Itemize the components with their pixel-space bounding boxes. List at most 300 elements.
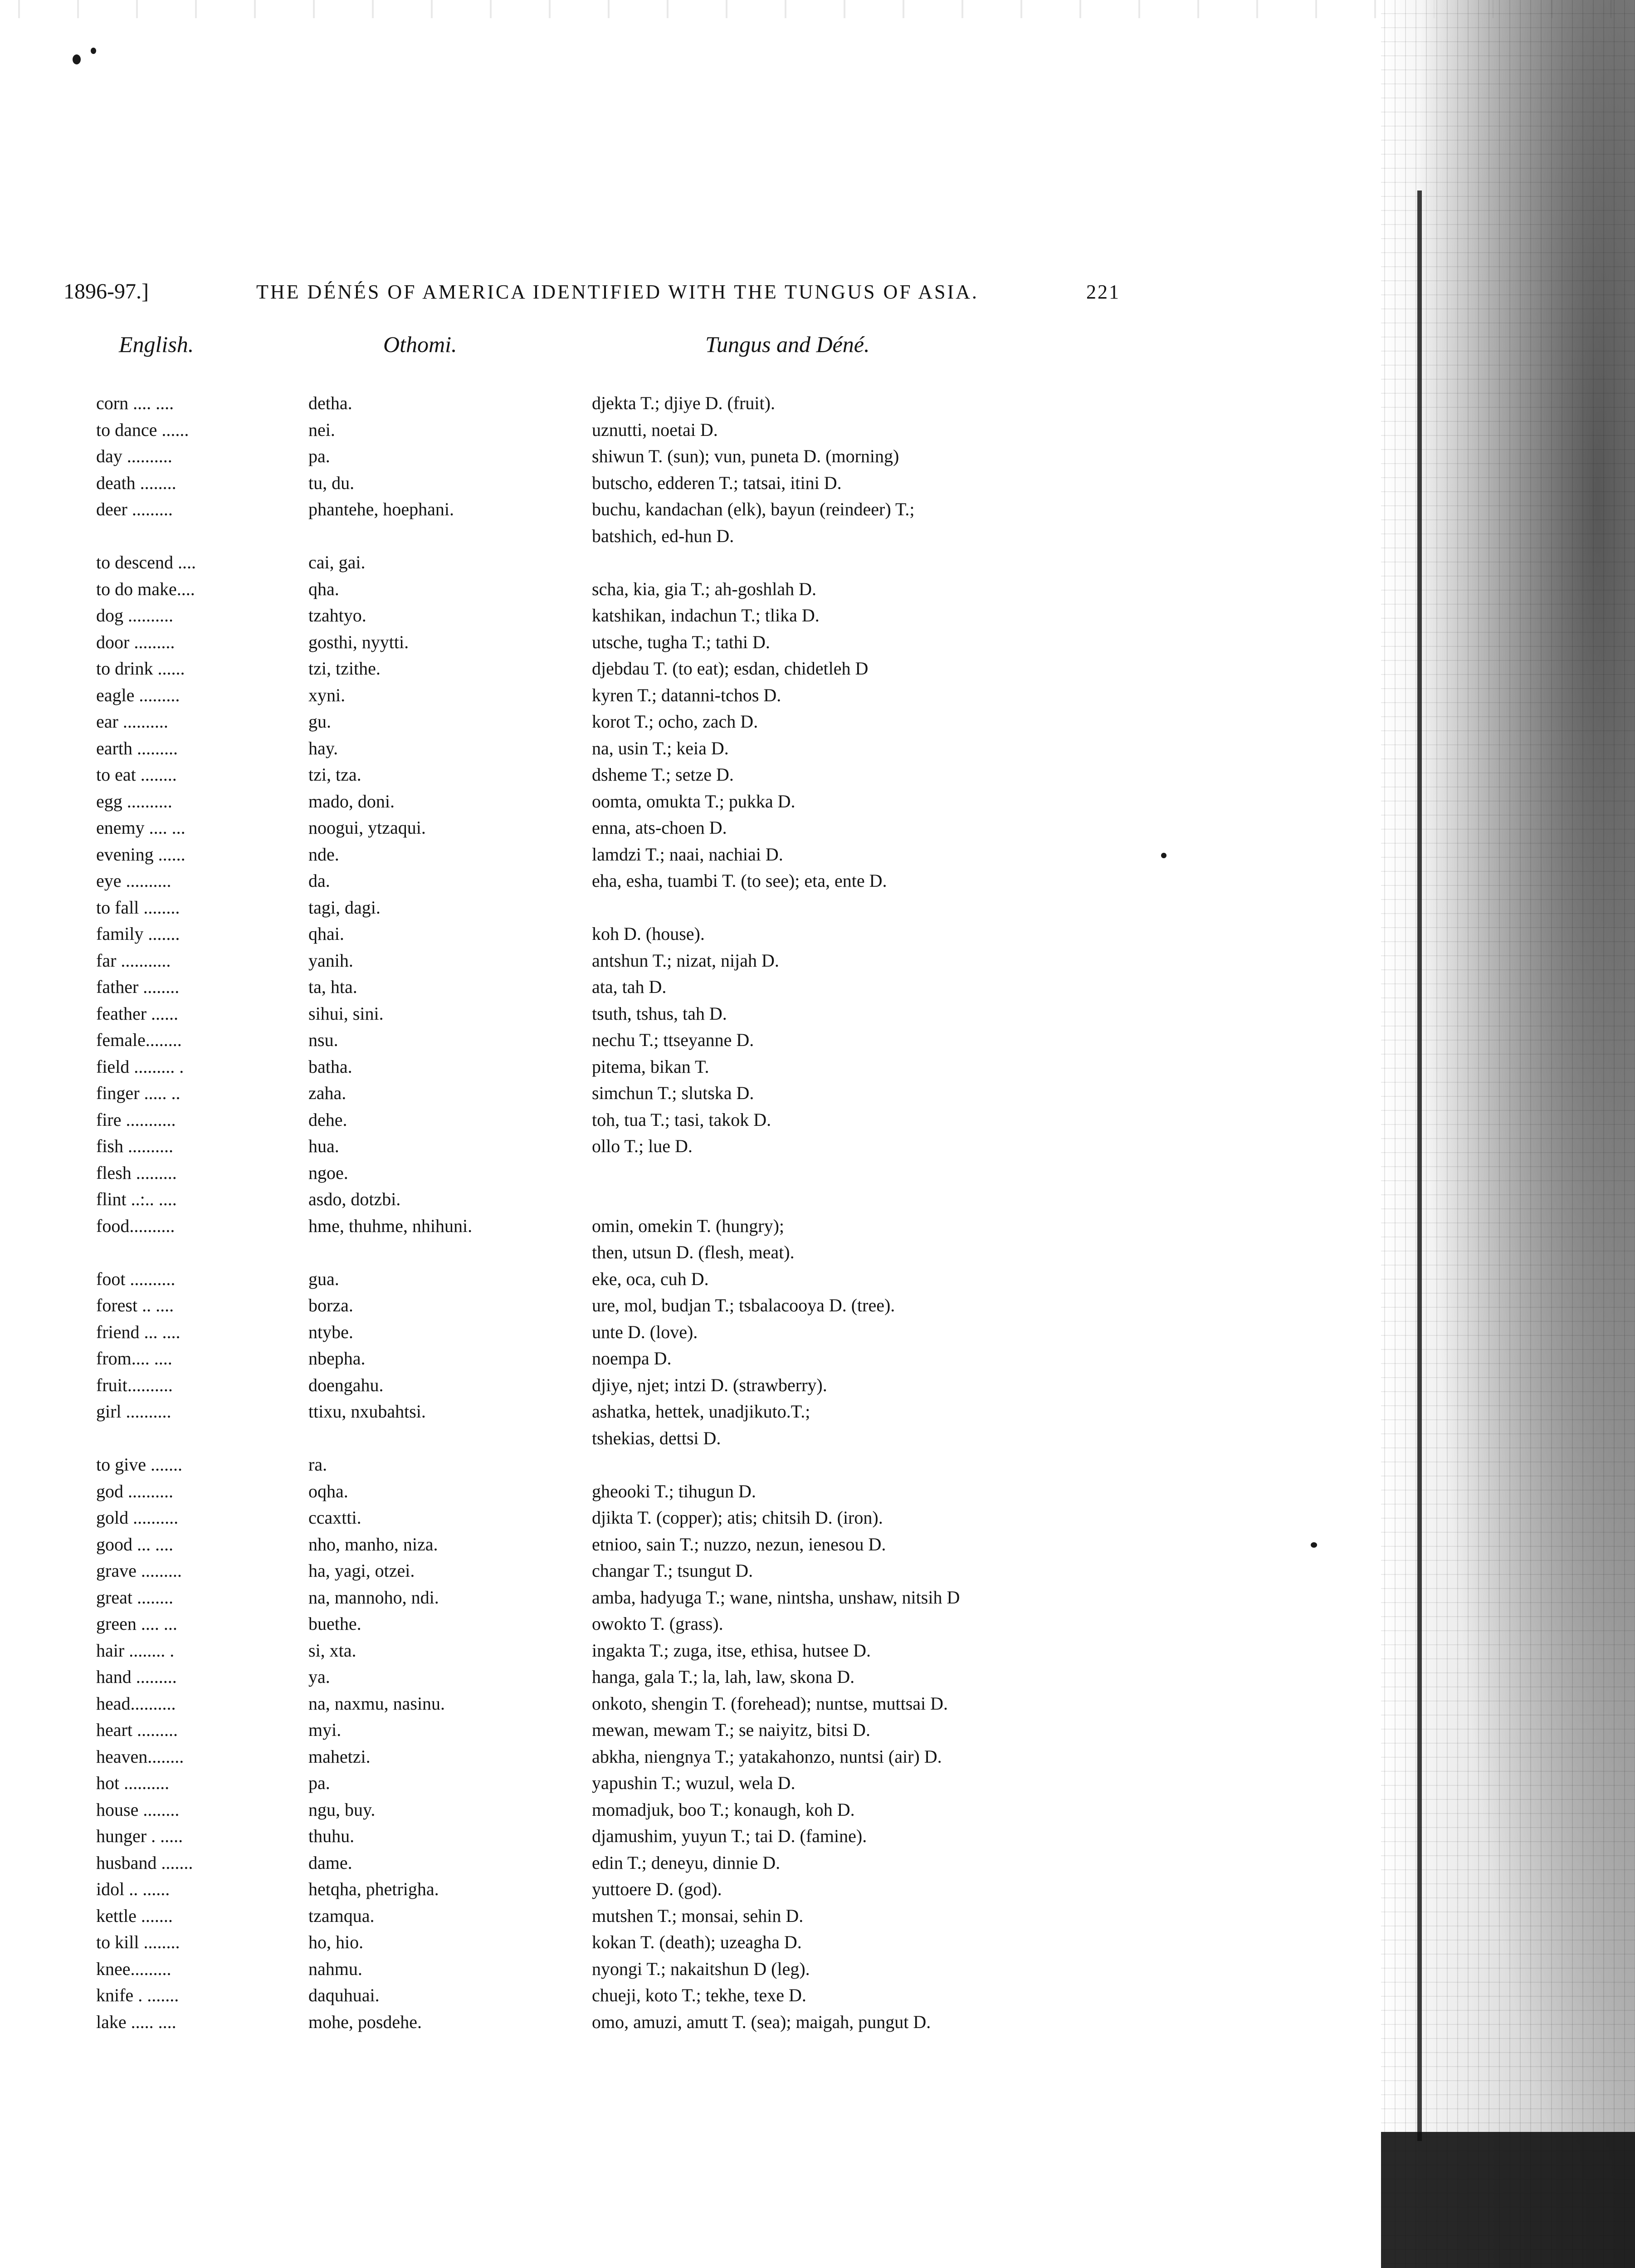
english-word: far ........... (96, 950, 171, 971)
tungus-dene-line: djamushim, yuyun T.; tai D. (famine). (592, 1826, 867, 1846)
table-row (0, 921, 1134, 948)
tungus-dene-words (592, 1691, 948, 1717)
tungus-dene-line: noempa D. (592, 1348, 672, 1369)
tungus-dene-line: nechu T.; ttseyanne D. (592, 1030, 754, 1050)
tungus-dene-line: butscho, edderen T.; tatsai, itini D. (592, 472, 842, 493)
tungus-dene-words (592, 1107, 771, 1134)
table-row (0, 1744, 1134, 1770)
table-row (0, 1956, 1134, 1983)
table-row (0, 1876, 1134, 1903)
othomi-word: tzi, tza. (308, 764, 361, 785)
tungus-dene-words (592, 1001, 727, 1027)
table-row (0, 1107, 1134, 1134)
othomi-word: hme, thuhme, nhihuni. (308, 1215, 473, 1236)
english-word: to do make.... (96, 578, 195, 599)
othomi-word: gosthi, nyytti. (308, 631, 409, 652)
othomi-word: mahetzi. (308, 1746, 371, 1767)
othomi-word: gu. (308, 711, 331, 732)
tungus-dene-words (592, 1744, 942, 1770)
column-header-othomi: Othomi. (383, 332, 457, 357)
table-row (0, 682, 1134, 709)
tungus-dene-line: djiye, njet; intzi D. (strawberry). (592, 1374, 827, 1395)
othomi-word: batha. (308, 1056, 352, 1077)
tungus-dene-line: nyongi T.; nakaitshun D (leg). (592, 1958, 810, 1979)
english-word: day .......... (96, 446, 172, 466)
vocabulary-table (0, 390, 1134, 2035)
tungus-dene-line: katshikan, indachun T.; tlika D. (592, 605, 820, 626)
tungus-dene-words (592, 1292, 895, 1319)
othomi-word: ngu, buy. (308, 1799, 376, 1820)
tungus-dene-words (592, 1584, 960, 1611)
tungus-dene-line: dsheme T.; setze D. (592, 764, 734, 785)
english-word: feather ...... (96, 1003, 179, 1024)
table-row (0, 496, 1134, 549)
tungus-dene-words (592, 815, 727, 841)
table-row (0, 417, 1134, 444)
othomi-word: yanih. (308, 950, 353, 971)
table-row (0, 2009, 1134, 2036)
scan-fold-line (1417, 191, 1422, 2141)
tungus-dene-words (592, 948, 779, 974)
tungus-dene-line: owokto T. (grass). (592, 1613, 723, 1634)
english-word: hot .......... (96, 1773, 170, 1793)
tungus-dene-words (592, 1611, 723, 1637)
english-word: enemy .... ... (96, 817, 185, 838)
othomi-word: hetqha, phetrigha. (308, 1879, 439, 1899)
english-word: to eat ........ (96, 764, 177, 785)
othomi-word: qhai. (308, 924, 344, 944)
table-row (0, 1823, 1134, 1850)
othomi-word: tu, du. (308, 472, 355, 493)
table-row (0, 1398, 1134, 1452)
table-row (0, 815, 1134, 841)
english-word: girl .......... (96, 1401, 171, 1422)
tungus-dene-words (592, 1054, 709, 1080)
othomi-word: dehe. (308, 1109, 347, 1130)
othomi-word: zaha. (308, 1083, 347, 1103)
english-word: from.... .... (96, 1348, 172, 1369)
tungus-dene-line: kokan T. (death); uzeagha D. (592, 1932, 802, 1952)
tungus-dene-words (592, 496, 915, 549)
english-word: heaven........ (96, 1746, 184, 1767)
tungus-dene-line: yuttoere D. (god). (592, 1879, 722, 1899)
ink-speck (1161, 853, 1166, 858)
english-word: earth ......... (96, 738, 178, 758)
table-row (0, 1531, 1134, 1558)
tungus-dene-words (592, 1850, 780, 1877)
tungus-dene-words (592, 921, 705, 948)
table-row (0, 1584, 1134, 1611)
english-word: flesh ......... (96, 1162, 177, 1183)
tungus-dene-line: shiwun T. (sun); vun, puneta D. (morning) (592, 446, 899, 466)
tungus-dene-line: gheooki T.; tihugun D. (592, 1481, 756, 1501)
tungus-dene-line: simchun T.; slutska D. (592, 1083, 754, 1103)
english-word: grave ......... (96, 1560, 182, 1581)
tungus-dene-line: ingakta T.; zuga, itse, ethisa, hutsee D. (592, 1640, 871, 1661)
english-word: to drink ...... (96, 658, 185, 679)
english-word: knee......... (96, 1958, 171, 1979)
tungus-dene-words (592, 1266, 709, 1293)
table-row (0, 576, 1134, 603)
tungus-dene-line: then, utsun D. (flesh, meat). (592, 1242, 795, 1262)
tungus-dene-line: unte D. (love). (592, 1321, 698, 1342)
table-row (0, 1133, 1134, 1160)
tungus-dene-words (592, 682, 781, 709)
othomi-word: nho, manho, niza. (308, 1534, 438, 1554)
tungus-dene-words (592, 1372, 827, 1399)
table-row (0, 629, 1134, 656)
tungus-dene-words (592, 390, 775, 417)
tungus-dene-words (592, 1398, 810, 1452)
table-row (0, 974, 1134, 1001)
table-row (0, 1372, 1134, 1399)
othomi-word: doengahu. (308, 1374, 384, 1395)
tungus-dene-line: djikta T. (copper); atis; chitsih D. (iron). (592, 1507, 883, 1528)
tungus-dene-words (592, 1929, 802, 1956)
table-row (0, 1558, 1134, 1584)
english-word: friend ... .... (96, 1321, 181, 1342)
english-word: god .......... (96, 1481, 173, 1501)
othomi-word: mohe, posdehe. (308, 2011, 422, 2032)
ink-speck (73, 54, 81, 64)
othomi-word: na, naxmu, nasinu. (308, 1693, 445, 1714)
othomi-word: noogui, ytzaqui. (308, 817, 426, 838)
table-row (0, 1691, 1134, 1717)
table-row (0, 1664, 1134, 1691)
tungus-dene-line: eha, esha, tuambi T. (to see); eta, ente D. (592, 870, 887, 891)
othomi-word: nahmu. (308, 1958, 362, 1979)
othomi-word: cai, gai. (308, 552, 366, 572)
tungus-dene-words (592, 2009, 931, 2036)
tungus-dene-line: uznutti, noetai D. (592, 419, 718, 440)
tungus-dene-words (592, 1797, 855, 1823)
tungus-dene-line: ollo T.; lue D. (592, 1136, 693, 1156)
table-row (0, 1054, 1134, 1080)
tungus-dene-line: momadjuk, boo T.; konaugh, koh D. (592, 1799, 855, 1820)
tungus-dene-words (592, 1956, 810, 1983)
tungus-dene-line: djebdau T. (to eat); esdan, chidetleh D (592, 658, 869, 679)
table-row (0, 443, 1134, 470)
english-word: flint ..:.. .... (96, 1189, 177, 1209)
othomi-word: sihui, sini. (308, 1003, 384, 1024)
table-row (0, 1478, 1134, 1505)
english-word: forest .. .... (96, 1295, 174, 1315)
tungus-dene-words (592, 629, 770, 656)
table-row (0, 1505, 1134, 1531)
english-word: door ......... (96, 631, 175, 652)
othomi-word: tzamqua. (308, 1905, 375, 1926)
english-word: house ........ (96, 1799, 180, 1820)
table-row (0, 1797, 1134, 1823)
english-word: corn .... .... (96, 393, 174, 413)
english-word: food.......... (96, 1215, 175, 1236)
english-word: kettle ....... (96, 1905, 173, 1926)
table-row (0, 1611, 1134, 1637)
tungus-dene-words (592, 841, 783, 868)
othomi-word: ta, hta. (308, 977, 357, 997)
english-word: fire ........... (96, 1109, 176, 1130)
othomi-word: asdo, dotzbi. (308, 1189, 401, 1209)
othomi-word: ra. (308, 1454, 327, 1475)
othomi-word: ho, hio. (308, 1932, 364, 1952)
othomi-word: thuhu. (308, 1826, 355, 1846)
tungus-dene-line: pitema, bikan T. (592, 1056, 709, 1077)
english-word: hair ........ . (96, 1640, 175, 1661)
tungus-dene-words (592, 470, 842, 497)
othomi-word: nsu. (308, 1030, 338, 1050)
othomi-word: na, mannoho, ndi. (308, 1587, 439, 1608)
tungus-dene-words (592, 1478, 756, 1505)
table-row (0, 1452, 1134, 1478)
english-word: to fall ........ (96, 897, 180, 918)
tungus-dene-line: lamdzi T.; naai, nachiai D. (592, 844, 783, 865)
tungus-dene-words (592, 417, 718, 444)
scan-dark-block (1381, 2132, 1635, 2268)
othomi-word: buethe. (308, 1613, 361, 1634)
table-row (0, 1213, 1134, 1266)
table-row (0, 1266, 1134, 1293)
tungus-dene-line: ata, tah D. (592, 977, 667, 997)
tungus-dene-line: etnioo, sain T.; nuzzo, nezun, ienesou D. (592, 1534, 886, 1554)
english-word: evening ...... (96, 844, 185, 865)
othomi-word: myi. (308, 1720, 342, 1740)
tungus-dene-line: yapushin T.; wuzul, wela D. (592, 1773, 796, 1793)
table-row (0, 1903, 1134, 1930)
tungus-dene-words (592, 1876, 722, 1903)
english-word: fruit.......... (96, 1374, 173, 1395)
table-row (0, 948, 1134, 974)
tungus-dene-line: koh D. (house). (592, 924, 705, 944)
tungus-dene-words (592, 974, 666, 1001)
tungus-dene-line: antshun T.; nizat, nijah D. (592, 950, 779, 971)
table-row (0, 788, 1134, 815)
english-word: egg .......... (96, 791, 172, 811)
english-word: knife . ....... (96, 1985, 179, 2005)
english-word: green .... ... (96, 1613, 177, 1634)
tungus-dene-words (592, 1903, 803, 1930)
table-row (0, 735, 1134, 762)
tungus-dene-words (592, 1770, 795, 1797)
table-row (0, 655, 1134, 682)
english-word: father ........ (96, 977, 180, 997)
table-row (0, 1637, 1134, 1664)
tungus-dene-line: korot T.; ocho, zach D. (592, 711, 758, 732)
tungus-dene-words (592, 1982, 806, 2009)
table-row (0, 1080, 1134, 1107)
tungus-dene-words (592, 1531, 886, 1558)
table-row (0, 709, 1134, 735)
english-word: lake ..... .... (96, 2011, 176, 2032)
english-word: heart ......... (96, 1720, 178, 1740)
tungus-dene-line: ashatka, hettek, unadjikuto.T.; (592, 1401, 810, 1422)
tungus-dene-line: enna, ats-choen D. (592, 817, 727, 838)
tungus-dene-line: eke, oca, cuh D. (592, 1268, 709, 1289)
english-word: female........ (96, 1030, 182, 1050)
header-title: THE DÉNÉS OF AMERICA IDENTIFIED WITH THE TUNGUS OF ASIA. (256, 281, 979, 303)
othomi-word: borza. (308, 1295, 353, 1315)
table-row (0, 1001, 1134, 1027)
othomi-word: qha. (308, 578, 339, 599)
othomi-word: xyni. (308, 684, 346, 705)
othomi-word: nbepha. (308, 1348, 366, 1369)
tungus-dene-line: ure, mol, budjan T.; tsbalacooya D. (tree). (592, 1295, 895, 1315)
table-row (0, 1186, 1134, 1213)
tungus-dene-line: changar T.; tsungut D. (592, 1560, 753, 1581)
othomi-word: nde. (308, 844, 339, 865)
table-row (0, 470, 1134, 497)
table-row (0, 1929, 1134, 1956)
tungus-dene-words (592, 1558, 753, 1584)
table-row (0, 868, 1134, 894)
tungus-dene-line: na, usin T.; keia D. (592, 738, 729, 758)
english-word: idol .. ...... (96, 1879, 170, 1899)
tungus-dene-line: mutshen T.; monsai, sehin D. (592, 1905, 804, 1926)
english-word: good ... .... (96, 1534, 173, 1554)
english-word: death ........ (96, 472, 176, 493)
ink-speck (91, 48, 96, 54)
othomi-word: mado, doni. (308, 791, 395, 811)
tungus-dene-line: tsuth, tshus, tah D. (592, 1003, 727, 1024)
tungus-dene-words (592, 576, 816, 603)
table-row (0, 841, 1134, 868)
english-word: eagle ......... (96, 684, 180, 705)
english-word: hand ......... (96, 1667, 177, 1687)
table-row (0, 390, 1134, 417)
english-word: head.......... (96, 1693, 176, 1714)
tungus-dene-line: utsche, tugha T.; tathi D. (592, 631, 770, 652)
tungus-dene-words (592, 735, 729, 762)
othomi-word: hay. (308, 738, 338, 758)
tungus-dene-words (592, 1027, 754, 1054)
tungus-dene-line: chueji, koto T.; tekhe, texe D. (592, 1985, 806, 2005)
othomi-word: pa. (308, 1773, 330, 1793)
english-word: ear .......... (96, 711, 168, 732)
english-word: great ........ (96, 1587, 173, 1608)
table-row (0, 1770, 1134, 1797)
english-word: to dance ...... (96, 419, 189, 440)
othomi-word: nei. (308, 419, 335, 440)
tungus-dene-words (592, 1133, 693, 1160)
othomi-word: detha. (308, 393, 352, 413)
tungus-dene-words (592, 1717, 870, 1744)
table-row (0, 602, 1134, 629)
table-row (0, 1292, 1134, 1319)
english-word: to descend .... (96, 552, 196, 572)
english-word: dog .......... (96, 605, 173, 626)
othomi-word: tagi, dagi. (308, 897, 381, 918)
table-row (0, 549, 1134, 576)
tungus-dene-words (592, 1345, 672, 1372)
othomi-word: tzahtyo. (308, 605, 366, 626)
tungus-dene-words (592, 1505, 883, 1531)
tungus-dene-line: tshekias, dettsi D. (592, 1427, 721, 1448)
tungus-dene-line: omo, amuzi, amutt T. (sea); maigah, pungut D. (592, 2011, 931, 2032)
running-head (63, 279, 1120, 304)
tungus-dene-line: edin T.; deneyu, dinnie D. (592, 1852, 781, 1873)
tungus-dene-words (592, 788, 795, 815)
table-row (0, 1345, 1134, 1372)
othomi-word: ngoe. (308, 1162, 348, 1183)
english-word: hunger . ..... (96, 1826, 183, 1846)
table-row (0, 1027, 1134, 1054)
tungus-dene-line: batshich, ed-hun D. (592, 525, 734, 546)
table-row (0, 894, 1134, 921)
table-row (0, 1850, 1134, 1877)
tungus-dene-line: amba, hadyuga T.; wane, nintsha, unshaw, nitsih D (592, 1587, 960, 1608)
othomi-word: ntybe. (308, 1321, 353, 1342)
tungus-dene-words (592, 1319, 698, 1346)
english-word: field ......... . (96, 1056, 184, 1077)
table-row (0, 1160, 1134, 1187)
tungus-dene-line: toh, tua T.; tasi, takok D. (592, 1109, 771, 1130)
english-word: deer ......... (96, 499, 173, 519)
othomi-word: si, xta. (308, 1640, 356, 1661)
othomi-word: da. (308, 870, 330, 891)
tungus-dene-words (592, 762, 734, 788)
table-row (0, 1319, 1134, 1346)
english-word: family ....... (96, 924, 180, 944)
tungus-dene-words (592, 868, 887, 894)
othomi-word: daquhuai. (308, 1985, 380, 2005)
english-word: to kill ........ (96, 1932, 180, 1952)
tungus-dene-line: buchu, kandachan (elk), bayun (reindeer) T.; (592, 499, 915, 519)
othomi-word: ttixu, nxubahtsi. (308, 1401, 426, 1422)
othomi-word: oqha. (308, 1481, 348, 1501)
othomi-word: tzi, tzithe. (308, 658, 381, 679)
table-row (0, 1982, 1134, 2009)
tungus-dene-words (592, 655, 868, 682)
othomi-word: hua. (308, 1136, 339, 1156)
column-header-tungus-dene: Tungus and Déné. (705, 332, 870, 357)
english-word: husband ....... (96, 1852, 193, 1873)
column-header-english: English. (119, 332, 194, 357)
tungus-dene-line: oomta, omukta T.; pukka D. (592, 791, 796, 811)
tungus-dene-words (592, 709, 758, 735)
tungus-dene-line: kyren T.; datanni-tchos D. (592, 684, 781, 705)
othomi-word: dame. (308, 1852, 352, 1873)
othomi-word: gua. (308, 1268, 339, 1289)
tungus-dene-line: onkoto, shengin T. (forehead); nuntse, muttsai D. (592, 1693, 948, 1714)
header-years: 1896-97.] (63, 279, 149, 303)
page-number: 221 (1086, 281, 1120, 303)
tungus-dene-line: mewan, mewam T.; se naiyitz, bitsi D. (592, 1720, 870, 1740)
tungus-dene-words (592, 1080, 754, 1107)
english-word: foot .......... (96, 1268, 176, 1289)
tungus-dene-words (592, 1213, 795, 1266)
table-row (0, 762, 1134, 788)
othomi-word: ha, yagi, otzei. (308, 1560, 415, 1581)
tungus-dene-words (592, 602, 820, 629)
tungus-dene-line: omin, omekin T. (hungry); (592, 1215, 785, 1236)
english-word: finger ..... .. (96, 1083, 181, 1103)
english-word: fish .......... (96, 1136, 173, 1156)
othomi-word: ya. (308, 1667, 330, 1687)
tungus-dene-words (592, 1664, 854, 1691)
ink-speck (1311, 1542, 1317, 1548)
tungus-dene-line: scha, kia, gia T.; ah-goshlah D. (592, 578, 817, 599)
othomi-word: pa. (308, 446, 330, 466)
tungus-dene-words (592, 443, 899, 470)
tungus-dene-words (592, 1823, 867, 1850)
tungus-dene-line: hanga, gala T.; la, lah, law, skona D. (592, 1667, 855, 1687)
othomi-word: phantehe, hoephani. (308, 499, 454, 519)
tungus-dene-line: abkha, niengnya T.; yatakahonzo, nuntsi (air) D. (592, 1746, 942, 1767)
english-word: to give ....... (96, 1454, 182, 1475)
othomi-word: ccaxtti. (308, 1507, 361, 1528)
english-word: eye .......... (96, 870, 171, 891)
table-row (0, 1717, 1134, 1744)
english-word: gold .......... (96, 1507, 179, 1528)
